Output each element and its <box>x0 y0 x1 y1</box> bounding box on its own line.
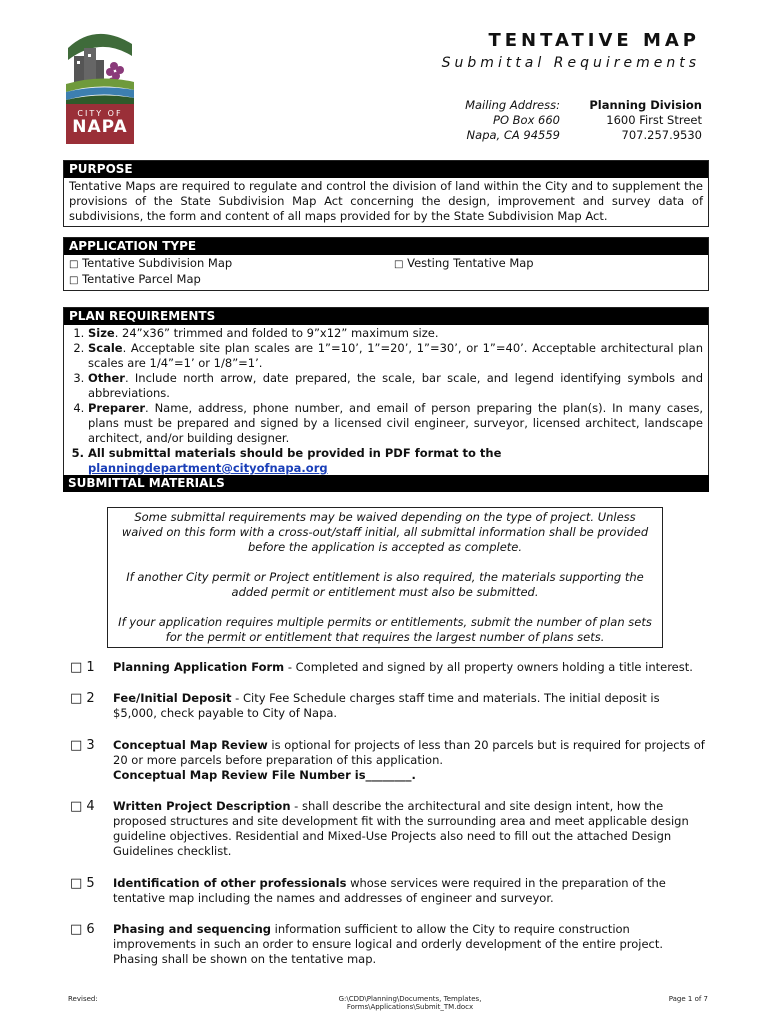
item-checkbox[interactable]: □ 1 <box>70 660 95 675</box>
plan-item-text: . Name, address, phone number, and email of person preparing the plan(s). In many cases, plans must be prepared and signed by a licensed civil engineer, surveyor, licensed architect, landscape architect, and/or building designer. <box>88 401 703 445</box>
item-desc: is optional for projects of less than 20 parcels but is required for projects of 20 or more parcels before preparation of this application. <box>113 738 705 767</box>
item-title: Phasing and sequencing <box>113 922 271 936</box>
purpose-text: Tentative Maps are required to regulate and control the division of land within the City and to supplement the provisions of the State Subdivision Map Act concerning the design, improvement and survey data of subdivisions, the form and content of all maps provided for by the State Subdivision Map Act. <box>69 179 703 223</box>
submittal-item-4 <box>70 799 705 863</box>
item-text <box>113 922 705 967</box>
mailing-line: Mailing Address: <box>465 98 560 112</box>
footer-page: Page 1 of 7 <box>668 995 708 1003</box>
item-checkbox[interactable]: □ 5 <box>70 876 95 891</box>
footer-path: G:\CDD\Planning\Documents, Templates, Forms\Applications\Submit_TM.docx <box>338 995 482 1011</box>
notice-paragraph: If your application requires multiple permits or entitlements, submit the number of plan sets for the permit or entitlement that requires the largest number of plans sets. <box>118 615 652 644</box>
footer-revised: Revised: <box>68 995 98 1003</box>
email-link[interactable]: planningdepartment@cityofnapa.org <box>88 461 328 475</box>
submittal-item-1 <box>70 660 705 680</box>
plan-body <box>64 325 708 478</box>
item-desc: - Completed and signed by all property owners holding a title interest. <box>284 660 693 674</box>
option-label: Vesting Tentative Map <box>407 256 534 270</box>
item-text <box>113 660 705 675</box>
submittal-heading: SUBMITTAL MATERIALS <box>63 475 709 492</box>
item-desc: whose services were required in the preparation of the tentative map including the names and addresses of engineer and surveyor. <box>113 876 666 905</box>
item-title: Planning Application Form <box>113 660 285 674</box>
plan-heading: PLAN REQUIREMENTS <box>64 308 708 325</box>
application-type-body <box>64 255 708 290</box>
plan-list <box>66 326 703 476</box>
item-text <box>113 691 705 721</box>
application-type-section <box>63 237 709 291</box>
item-title: Written Project Description <box>113 799 291 813</box>
item-text <box>113 738 705 783</box>
item-title: Conceptual Map Review <box>113 738 268 752</box>
logo-line1: CITY OF <box>77 109 123 118</box>
item-checkbox[interactable]: □ 6 <box>70 922 95 937</box>
mailing-line: PO Box 660 <box>493 113 560 127</box>
checkbox-icon[interactable]: □ <box>394 259 404 270</box>
city-skyline-icon <box>66 26 134 106</box>
submittal-item-3 <box>70 738 705 786</box>
option-label: Tentative Parcel Map <box>82 272 201 286</box>
application-type-heading: APPLICATION TYPE <box>64 238 708 255</box>
option-subdivision-map[interactable] <box>69 256 232 270</box>
plan-item-label: Scale <box>88 341 123 355</box>
plan-item <box>88 401 703 446</box>
application-row <box>69 272 703 288</box>
plan-item-label: Other <box>88 371 125 385</box>
plan-item-text: . 24”x36” trimmed and folded to 9”x12” maximum size. <box>114 326 439 340</box>
checkbox-icon[interactable]: □ <box>69 275 79 286</box>
item-text <box>113 876 705 906</box>
division-address <box>580 98 702 143</box>
page-subtitle: Submittal Requirements <box>441 55 700 71</box>
submittal-item-6 <box>70 922 705 970</box>
plan-item-label: Preparer <box>88 401 146 415</box>
plan-item <box>88 371 703 401</box>
notice-paragraph: Some submittal requirements may be waived depending on the type of project. Unless waived on this form with a cross-out/staff initial, all submittal information shall be provided before the application is accepted as complete. <box>121 510 649 554</box>
purpose-section <box>63 160 709 227</box>
mailing-address <box>440 98 560 143</box>
logo-line2: NAPA <box>72 117 128 137</box>
item-desc: - shall describe the architectural and site design intent, how the proposed structures and site development fit with the surrounding area and meet applicable design guideline objectives. Residential and Mixed-Use Projects also need to fill out the attached Design Guidelines checklist. <box>113 799 689 858</box>
submittal-item-2 <box>70 691 705 725</box>
division-line: 1600 First Street <box>606 113 702 127</box>
mailing-line: Napa, CA 94559 <box>466 128 560 142</box>
option-parcel-map[interactable] <box>69 272 201 286</box>
division-phone: 707.257.9530 <box>621 128 702 142</box>
item-desc: - City Fee Schedule charges staff time and materials. The initial deposit is $5,000, check payable to City of Napa. <box>113 691 660 720</box>
file-number-field[interactable]: Conceptual Map Review File Number is________. <box>113 768 416 782</box>
plan-item5-text: All submittal materials should be provided in PDF format to the <box>88 446 502 460</box>
item-title: Fee/Initial Deposit <box>113 691 232 705</box>
item-text <box>113 799 705 859</box>
plan-requirements-section <box>63 307 709 479</box>
plan-item <box>88 341 703 371</box>
checkbox-icon[interactable]: □ <box>69 259 79 270</box>
plan-item-text: . Acceptable site plan scales are 1”=10’, 1”=20’, 1”=30’, or 1”=40’. Acceptable architectural plan scales are 1/4”=1’ or 1/8”=1’. <box>88 341 703 370</box>
item-checkbox[interactable]: □ 2 <box>70 691 95 706</box>
purpose-heading: PURPOSE <box>64 161 708 178</box>
notice-paragraph: If another City permit or Project entitlement is also required, the materials supporting the added permit or entitlement must also be submitted. <box>126 570 644 599</box>
city-logo <box>66 26 134 144</box>
option-vesting-map[interactable] <box>394 256 534 272</box>
application-row <box>69 256 703 272</box>
submittal-item-5 <box>70 876 705 910</box>
plan-item-text: . Include north arrow, date prepared, the scale, bar scale, and legend identifying symbols and abbreviations. <box>88 371 703 400</box>
waiver-notice <box>107 507 663 648</box>
submittal-section <box>63 475 709 492</box>
division-name: Planning Division <box>589 98 702 112</box>
plan-item <box>88 326 703 341</box>
page-title: TENTATIVE MAP <box>488 30 700 51</box>
item-desc: information sufficient to allow the City to require construction improvements in such an order to ensure logical and orderly development of the entire project. Phasing shall be shown on the tentative map. <box>113 922 664 966</box>
item-checkbox[interactable]: □ 3 <box>70 738 95 753</box>
plan-item-label: Size <box>88 326 115 340</box>
page-header <box>442 30 700 71</box>
option-label: Tentative Subdivision Map <box>82 256 233 270</box>
plan-item <box>88 446 703 476</box>
logo-badge <box>66 104 134 144</box>
item-checkbox[interactable]: □ 4 <box>70 799 95 814</box>
item-title: Identification of other professionals <box>113 876 347 890</box>
